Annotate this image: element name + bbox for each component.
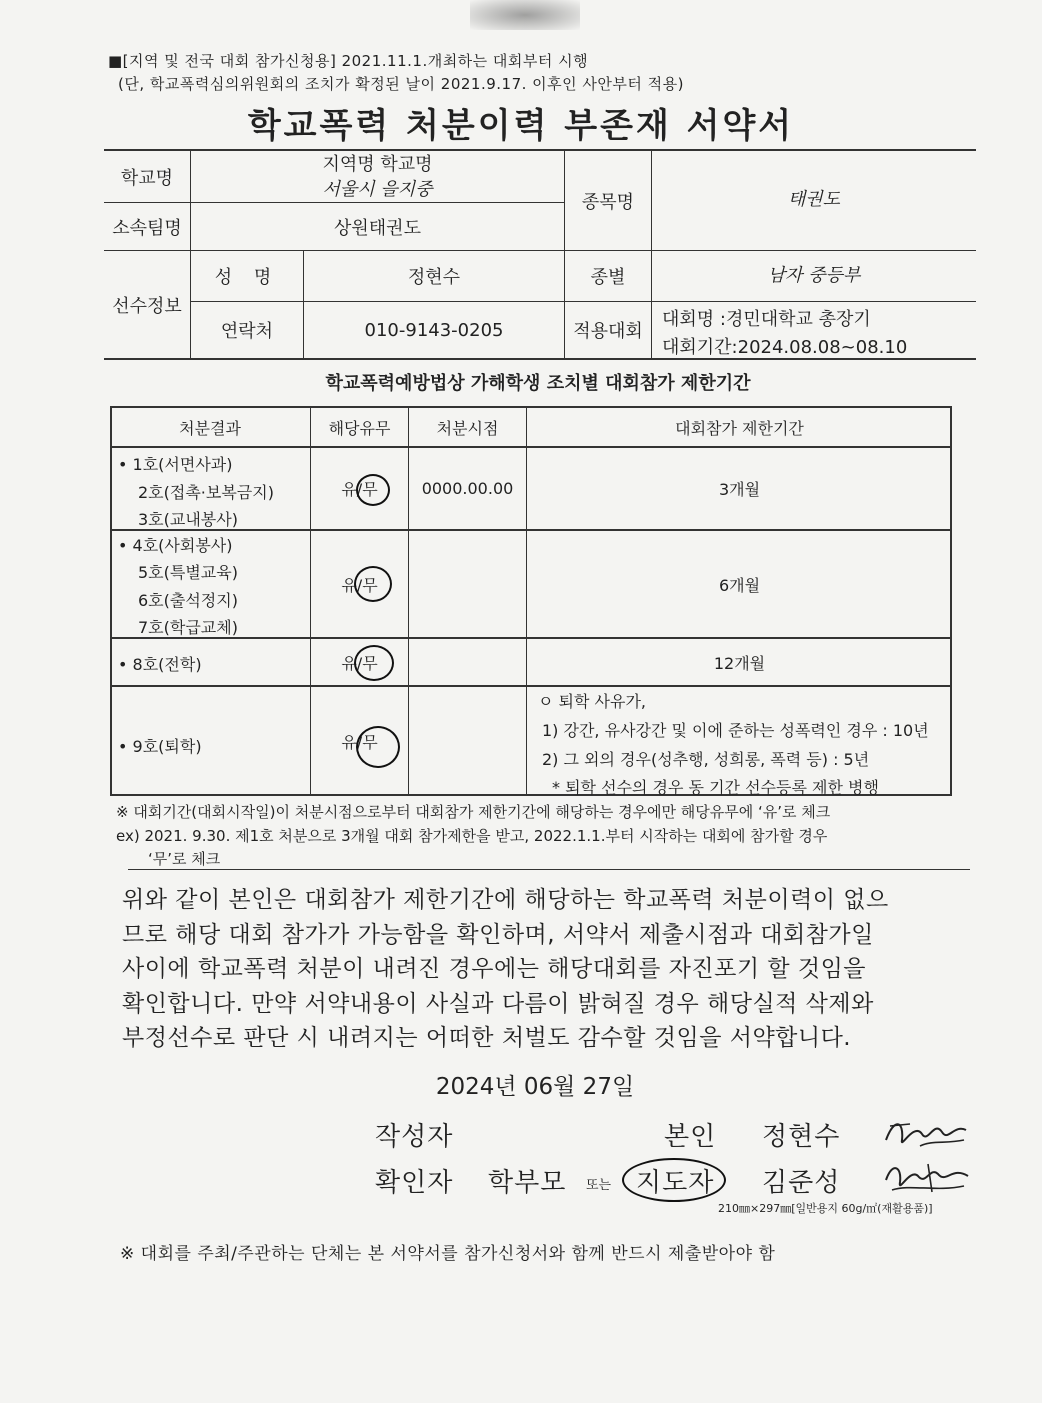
measure-2: 2호(접촉·보복금지) bbox=[138, 483, 274, 502]
measure-9: • 9호(퇴학) bbox=[118, 737, 202, 756]
pledge-line-4: 확인합니다. 만약 서약내용이 사실과 다름이 밝혀질 경우 해당실적 삭제와 bbox=[122, 991, 874, 1017]
header-line-1: ■[지역 및 전국 대회 참가신청용] 2021.11.1.개최하는 대회부터 시행 bbox=[108, 52, 589, 70]
parent-label: 학부모 bbox=[488, 1168, 567, 1198]
contact-value: 010-9143-0205 bbox=[364, 319, 504, 341]
circle-mark bbox=[354, 645, 394, 681]
category-value: 남자 중등부 bbox=[767, 265, 861, 286]
name-label: 성 명 bbox=[214, 267, 280, 288]
date-row1: 0000.00.00 bbox=[421, 479, 514, 498]
writer-signature bbox=[880, 1110, 970, 1154]
document-title: 학교폭력 처분이력 부존재 서약서 bbox=[247, 106, 795, 146]
expulsion-reason-1: 1) 강간, 유사강간 및 이에 준하는 성폭력인 경우 : 10년 bbox=[542, 721, 929, 740]
name-value: 정현수 bbox=[407, 267, 461, 288]
coach-signature bbox=[880, 1154, 972, 1198]
measure-7: 7호(학급교체) bbox=[138, 618, 238, 637]
th-applicable: 해당유무 bbox=[328, 418, 391, 438]
expulsion-reason-title: ㅇ 퇴학 사유가, bbox=[538, 692, 646, 711]
table-row-line bbox=[110, 685, 952, 687]
contact-label: 연락처 bbox=[220, 321, 274, 342]
school-hint: 지역명 학교명 bbox=[322, 154, 433, 175]
note-1: ※ 대회기간(대회시작일)이 처분시점으로부터 대회참가 제한기간에 해당하는 경우에만 해당유무에 ‘유’로 체크 bbox=[116, 803, 831, 821]
measure-5: 5호(특별교육) bbox=[138, 563, 238, 582]
sport-label: 종목명 bbox=[581, 191, 635, 213]
confirmer-label: 확인자 bbox=[375, 1168, 454, 1198]
paper-shadow bbox=[470, 0, 580, 30]
category-label: 종별 bbox=[590, 267, 626, 288]
coach-circle-mark bbox=[622, 1158, 726, 1202]
limit-row1: 3개월 bbox=[718, 480, 761, 499]
or-label: 또는 bbox=[586, 1178, 612, 1193]
applicable-row4: 유/무 bbox=[341, 733, 378, 752]
applicable-row3: 유/무 bbox=[341, 653, 378, 673]
pledge-line-2: 므로 해당 대회 참가가 가능함을 확인하며, 서약서 제출시점과 대회참가일 bbox=[122, 922, 874, 948]
team-value: 상원태권도 bbox=[334, 217, 421, 239]
measure-4: • 4호(사회봉사) bbox=[118, 536, 233, 555]
limit-row2: 6개월 bbox=[718, 575, 761, 595]
th-measure: 처분결과 bbox=[179, 418, 241, 438]
coach-label: 지도자 bbox=[636, 1168, 715, 1198]
note-2a: ex) 2021. 9.30. 제1호 처분으로 3개월 대회 참가제한을 받고, 2022.1.1.부터 시작하는 대회에 참가할 경우 bbox=[116, 827, 828, 845]
measure-1: • 1호(서면사과) bbox=[118, 455, 233, 474]
pledge-line-3: 사이에 학교폭력 처분이 내려진 경우에는 해당대회를 자진포기 할 것임을 bbox=[122, 956, 867, 982]
paper-spec: 210㎜×297㎜[일반용지 60g/㎡(재활용품)] bbox=[718, 1202, 933, 1215]
event-period: 대회기간:2024.08.08~08.10 bbox=[662, 337, 908, 358]
applicable-row1: 유/무 bbox=[341, 480, 378, 499]
applicable-row2: 유/무 bbox=[341, 575, 378, 595]
section-title: 학교폭력예방법상 가해학생 조치별 대회참가 제한기간 bbox=[325, 373, 751, 394]
th-date: 처분시점 bbox=[436, 418, 499, 438]
circle-mark bbox=[354, 566, 392, 602]
expulsion-reason-2: 2) 그 외의 경우(성추행, 성희롱, 폭력 등) : 5년 bbox=[542, 750, 870, 769]
school-label: 학교명 bbox=[120, 167, 174, 189]
note-2b: ‘무’로 체크 bbox=[148, 850, 221, 868]
footer-note: ※ 대회를 주최/주관하는 단체는 본 서약서를 참가신청서와 함께 반드시 제출받아야 함 bbox=[120, 1244, 776, 1264]
circle-mark bbox=[356, 726, 400, 768]
player-info-label: 선수정보 bbox=[112, 295, 182, 317]
event-name: 대회명 :경민대학교 총장기 bbox=[662, 309, 871, 330]
limit-row3: 12개월 bbox=[713, 653, 766, 673]
team-label: 소속팀명 bbox=[112, 217, 182, 239]
self-label: 본인 bbox=[664, 1122, 717, 1152]
pledge-line-1: 위와 같이 본인은 대회참가 제한기간에 해당하는 학교폭력 처분이력이 없으 bbox=[122, 887, 889, 913]
pledge-date: 2024년 06월 27일 bbox=[435, 1074, 635, 1100]
measure-8: • 8호(전학) bbox=[118, 655, 202, 674]
circle-mark bbox=[356, 474, 390, 506]
measure-6: 6호(출석정지) bbox=[138, 591, 238, 610]
event-label: 적용대회 bbox=[573, 321, 643, 342]
sport-value: 태권도 bbox=[787, 188, 841, 210]
coach-name: 김준성 bbox=[762, 1168, 841, 1198]
notes-divider bbox=[128, 869, 970, 870]
header-line-2: (단, 학교폭력심의위원회의 조치가 확정된 날이 2021.9.17. 이후인 사안부터 적용) bbox=[118, 75, 684, 93]
writer-name: 정현수 bbox=[762, 1122, 841, 1152]
th-limit: 대회참가 제한기간 bbox=[675, 418, 804, 438]
writer-label: 작성자 bbox=[375, 1122, 454, 1152]
expulsion-note: * 퇴학 선수의 경우 동 기간 선수등록 제한 병행 bbox=[552, 778, 879, 797]
pledge-line-5: 부정선수로 판단 시 내려지는 어떠한 처벌도 감수할 것임을 서약합니다. bbox=[122, 1025, 852, 1051]
school-value: 서울시 을지중 bbox=[322, 179, 433, 200]
measure-3: 3호(교내봉사) bbox=[138, 510, 238, 529]
